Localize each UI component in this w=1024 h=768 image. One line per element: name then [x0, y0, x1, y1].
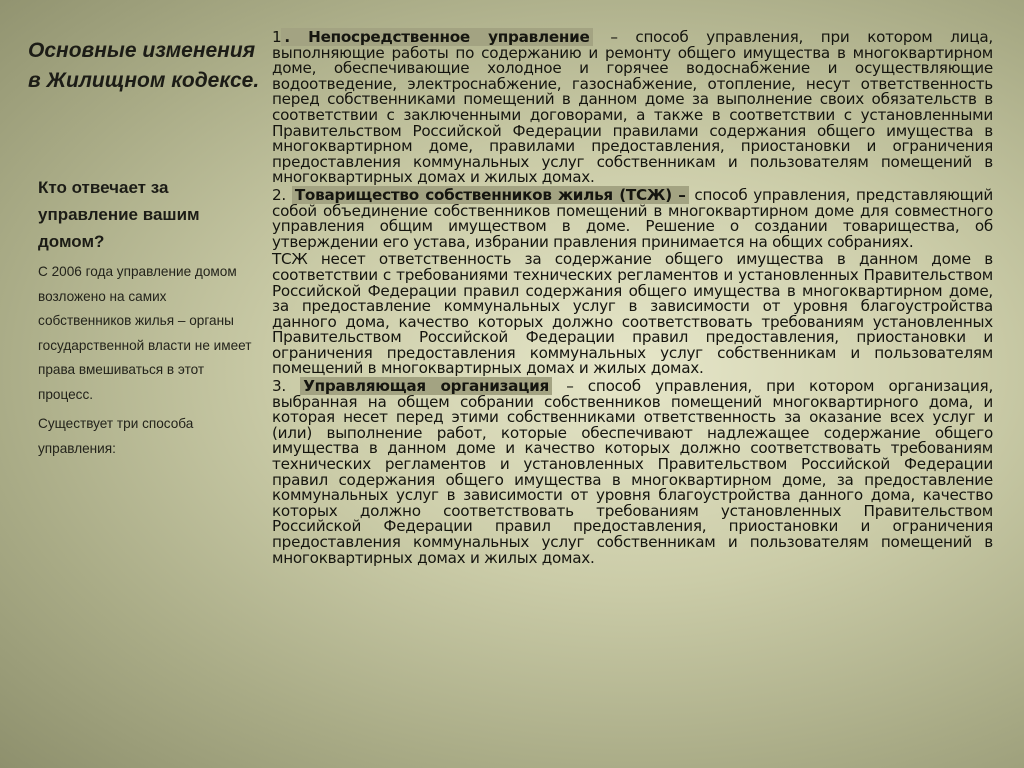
method-number: 1	[272, 28, 282, 46]
management-methods	[272, 30, 993, 568]
method-number: 3.	[272, 377, 286, 396]
method-term: . Непосредственное управление	[281, 28, 592, 46]
method-tszh	[272, 185, 993, 251]
method-term: Товарищество собственников жилья (ТСЖ) –	[292, 186, 689, 204]
section-question: Кто отвечает за управление вашим домом?	[38, 178, 200, 251]
left-panel	[0, 0, 262, 768]
tszh-responsibility: ТСЖ несет ответственность за содержание общего имущества в данном доме в соответствии с требованиями технических регламентов и установленных Правительством Российской Федерации правил содержания общего имущества в многоквартирном доме, за предоставление коммунальных услуг в зависимости от уровня благоустройства данного дома, качество которых должно соответствовать требованиям установленных Правительством Российской Федерации правил предоставления, приостановки и ограничения предоставления коммунальных услуг собственникам и пользователям помещений в многоквартирных домах и жилых домах.	[272, 250, 993, 378]
method-description: – способ управления, при котором лица, выполняющие работы по содержанию и ремонту общего имущества в многоквартирном доме, обеспечивающие холодное и горячее водоснабжение и осуществляющие водоотведение, электроснабжение, газоснабжение, отопление, несут ответственность перед собственниками помещений в данном доме за выполнение своих обязательств в соответствии с заключенными договорами, а также в соответствии с установленными Правительством Российской Федерации правилами содержания общего имущества в многоквартирном доме, правилами предоставления, приостановки и ограничения предоставления коммунальных услуг собственникам и пользователям помещений в многоквартирных домах и жилых домах.	[272, 28, 993, 187]
slide-title: Основные изменения в Жилищном кодексе.	[28, 39, 260, 92]
method-description: способ управления, представляющий собой объединение собственников помещений в многоквартирном доме для совместного управления общим имуществом в доме. Решение о создании товарищества, об утверждении его устава, избрании правления принимается на общих собраниях.	[272, 185, 993, 251]
intro-text	[38, 260, 256, 466]
method-management-company	[272, 379, 993, 566]
method-number: 2.	[272, 185, 286, 204]
method-description: – способ управления, при котором организация, выбранная на общем собрании собственников помещений многоквартирного дома, и которая несет перед этими собственниками ответственность за оказание всех услуг и (или) выполнение работ, которые обеспечивают надлежащее содержание общего имущества в данном доме и качество которых должно соответствовать требованиям технических регламентов и установленных Правительством Российской Федерации правил содержания общего имущества в многоквартирном доме, за предоставление коммунальных услуг в зависимости от уровня благоустройства данного дома, качество которых должно соответствовать требованиям установленных Правительством Российской Федерации правил предоставления, приостановки и ограничения предоставления коммунальных услуг собственникам и пользователям помещений в многоквартирных домах и жилых домах.	[272, 377, 994, 567]
intro-paragraph: С 2006 года управление домом возложено на самих собственников жилья – органы государственной власти не имеет права вмешиваться в этот процесс.	[38, 264, 252, 402]
method-term: Управляющая организация	[300, 377, 552, 395]
method-direct-management	[272, 30, 993, 186]
intro-paragraph: Существует три способа управления:	[38, 416, 194, 456]
